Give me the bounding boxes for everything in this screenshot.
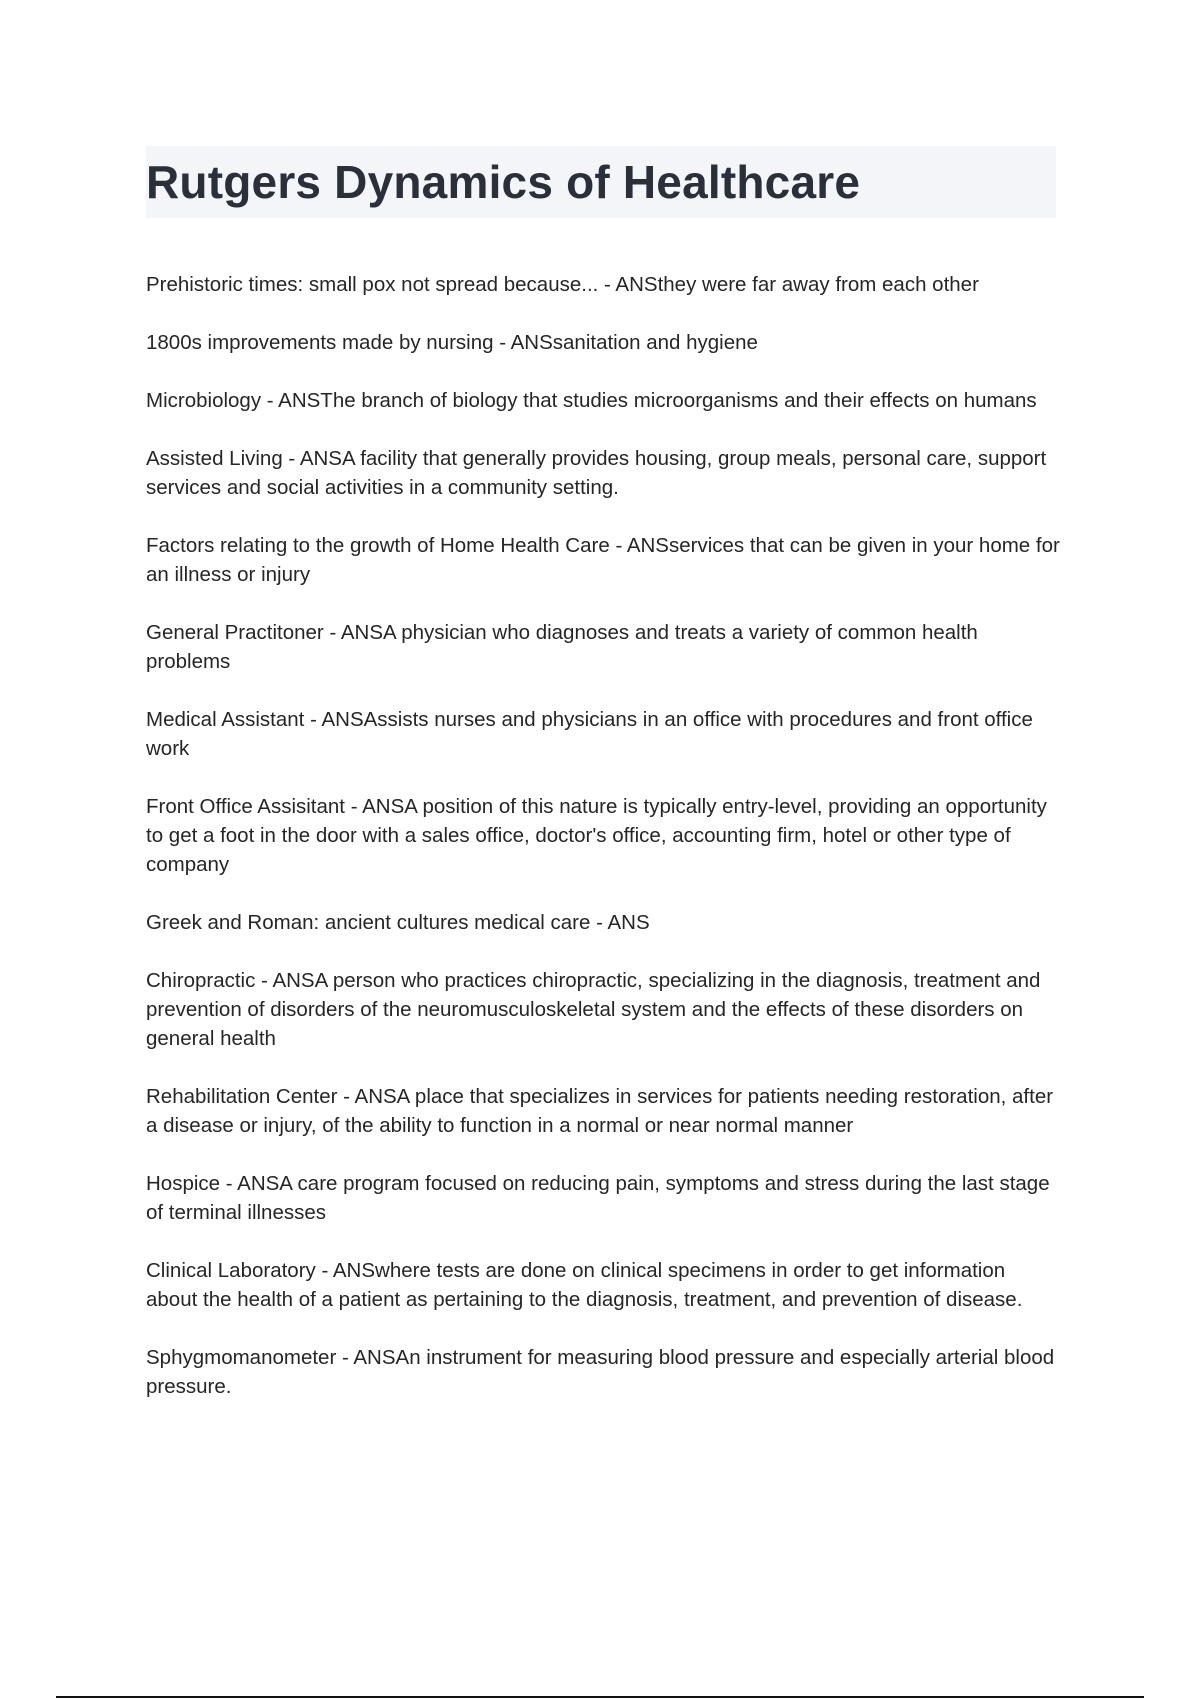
qa-entry: General Practitoner - ANSA physician who diagnoses and treats a variety of common health problems (146, 621, 978, 673)
qa-entry: 1800s improvements made by nursing - ANSsanitation and hygiene (146, 331, 758, 354)
footer-divider (56, 1696, 1144, 1698)
page-title: Rutgers Dynamics of Healthcare (146, 156, 861, 208)
qa-entry: Hospice - ANSA care program focused on reducing pain, symptoms and stress during the last stage of terminal illnesses (146, 1172, 1050, 1224)
qa-entry: Rehabilitation Center - ANSA place that specializes in services for patients needing restoration, after a disease or injury, of the ability to function in a normal or near normal manner (146, 1085, 1054, 1137)
qa-entry: Microbiology - ANSThe branch of biology that studies microorganisms and their effects on humans (146, 389, 1037, 412)
qa-entry: Chiropractic - ANSA person who practices chiropractic, specializing in the diagnosis, treatment and prevention of disorders of the neuromusculoskeletal system and the effects of these disorders on general health (146, 969, 1041, 1050)
qa-entry: Medical Assistant - ANSAssists nurses and physicians in an office with procedures and front office work (146, 708, 1033, 760)
qa-entry: Sphygmomanometer - ANSAn instrument for measuring blood pressure and especially arterial blood pressure. (146, 1346, 1055, 1398)
qa-entry: Prehistoric times: small pox not spread because... - ANSthey were far away from each other (146, 273, 979, 296)
qa-entry: Clinical Laboratory - ANSwhere tests are done on clinical specimens in order to get information about the health of a patient as pertaining to the diagnosis, treatment, and prevention of disease. (146, 1259, 1023, 1311)
title-banner (146, 146, 1056, 218)
flashcard-list (146, 270, 1061, 1430)
qa-entry: Front Office Assisitant - ANSA position of this nature is typically entry-level, providing an opportunity to get a foot in the door with a sales office, doctor's office, accounting firm, hotel or other type of company (146, 795, 1047, 876)
qa-entry: Factors relating to the growth of Home Health Care - ANSservices that can be given in your home for an illness or injury (146, 534, 1060, 586)
qa-entry: Greek and Roman: ancient cultures medical care - ANS (146, 911, 650, 934)
qa-entry: Assisted Living - ANSA facility that generally provides housing, group meals, personal care, support services and social activities in a community setting. (146, 447, 1047, 499)
